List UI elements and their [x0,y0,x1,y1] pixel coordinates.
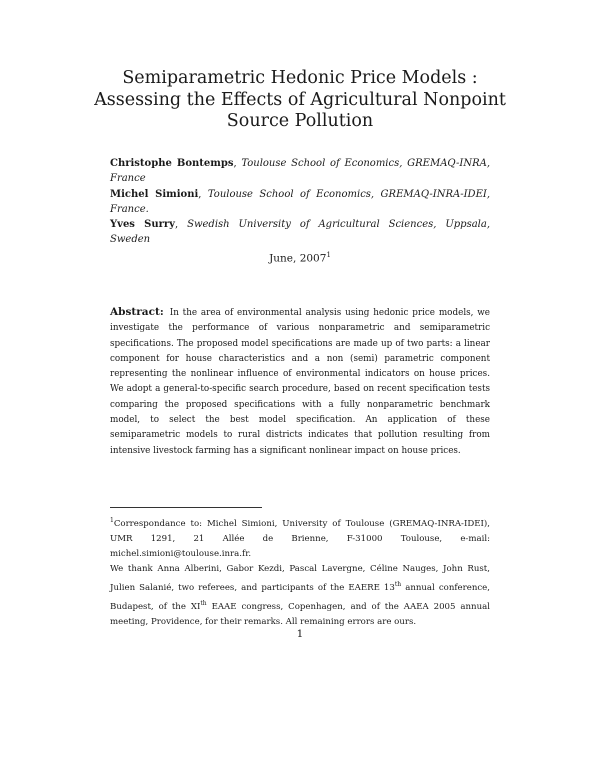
footnote [110,513,490,630]
author-list [110,156,490,248]
author-3: Yves Surry, Swedish University of Agricultural Sciences, Uppsala, Sweden [110,219,490,246]
abstract-text: In the area of environmental analysis using hedonic price models, we investigate the performance of various nonparametric and semiparametric specifications. The proposed model specifications are made up of two parts: a linear component for house characteristics and a non (semi) parametric component representing the nonlinear influence of environmental indicators on house prices. We adopt a general-to-specific search procedure, based on recent specification tests comparing the proposed specifications with a fully nonparametric benchmark model, to select the best model specification. An application of these semiparametric models to rural districts indicates that pollution resulting from intensive livestock farming has a significant nonlinear impact on house prices. [110,308,490,456]
author-name: Yves Surry [110,219,175,231]
thanks-text-1: We thank Anna Alberini, Gabor Kezdi, Pascal Lavergne, Céline Nauges, John Rust, Julien Salanié, two referees, and participants of the EAERE 13 [110,564,490,594]
footnote-rule [110,507,262,508]
footnote-thanks [110,562,490,630]
footnote-marker: 1 [110,517,114,524]
title-line-2: Assessing the Effects of Agricultural Nonpoint [94,89,506,110]
thanks-text-2: annual conference, Budapest, of the XI [110,583,490,613]
date-text: June, 2007 [269,252,327,265]
thanks-text-3: EAAE congress, Copenhagen, and of the AAEA 2005 annual meeting, Providence, for their remarks. All remaining errors are ours. [110,602,491,628]
correspondence-text: Correspondance to: Michel Simioni, University of Toulouse (GREMAQ-INRA-IDEI), UMR 1291, 21 Allée de Brienne, F-31000 Toulouse, e-mail: michel.simioni@toulouse.inra.fr. [110,518,490,560]
publication-date [0,251,600,265]
author-name: Michel Simioni [110,188,199,200]
abstract [110,305,490,459]
author-2: Michel Simioni, Toulouse School of Economics, GREMAQ-INRA-IDEI, France. [110,188,491,215]
page-number: 1 [296,628,304,640]
paper-title [70,68,530,133]
author-affiliation: Toulouse School of Economics, GREMAQ-INRA, France [110,158,490,185]
title-line-3: Source Pollution [226,111,374,131]
footnote-correspondence [110,513,490,562]
author-affiliation: Toulouse School of Economics, GREMAQ-INRA-IDEI, France. [110,188,491,215]
thanks-sup-1: th [394,581,402,589]
author-affiliation: Swedish University of Agricultural Sciences, Uppsala, Sweden [110,219,490,246]
title-line-1: Semiparametric Hedonic Price Models : [122,68,478,88]
author-name: Christophe Bontemps [110,158,234,169]
abstract-label: Abstract: [110,306,164,318]
date-footnote-marker: 1 [326,251,331,259]
author-1: Christophe Bontemps, Toulouse School of Economics, GREMAQ-INRA, France [110,158,490,185]
thanks-sup-2: th [200,600,207,608]
